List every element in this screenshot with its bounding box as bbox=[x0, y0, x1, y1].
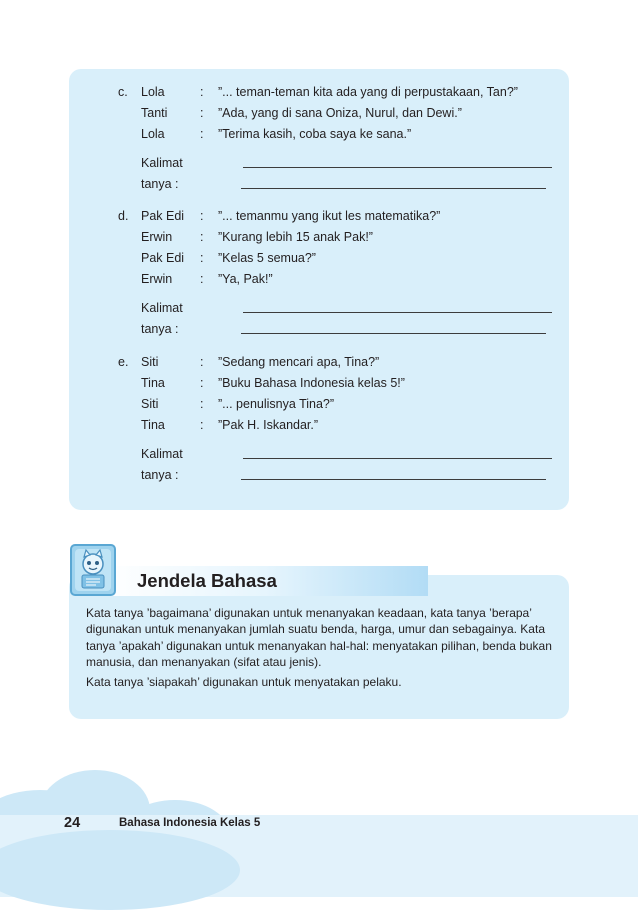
speaker: Lola bbox=[141, 85, 165, 99]
speech: ”Ada, yang di sana Oniza, Nurul, dan Dewi.” bbox=[218, 106, 462, 120]
colon: : bbox=[200, 127, 204, 141]
speech: ”Pak H. Iskandar.” bbox=[218, 418, 319, 432]
colon: : bbox=[200, 272, 204, 286]
colon: : bbox=[200, 397, 204, 411]
speaker: Tina bbox=[141, 376, 165, 390]
speech: ”Kelas 5 semua?” bbox=[218, 251, 316, 265]
speaker: Siti bbox=[141, 355, 159, 369]
kalimat-tanya-label: Kalimat tanya : bbox=[141, 447, 183, 482]
colon: : bbox=[200, 230, 204, 244]
colon: : bbox=[200, 85, 204, 99]
colon: : bbox=[200, 251, 204, 265]
page-number: 24 bbox=[64, 815, 81, 831]
speaker: Siti bbox=[141, 397, 159, 411]
speaker: Pak Edi bbox=[141, 251, 185, 265]
speech: ”Buku Bahasa Indonesia kelas 5!” bbox=[218, 376, 405, 390]
speaker: Lola bbox=[141, 127, 165, 141]
speaker: Erwin bbox=[141, 230, 173, 244]
colon: : bbox=[200, 376, 204, 390]
answer-line[interactable] bbox=[243, 312, 552, 313]
answer-line[interactable] bbox=[241, 188, 546, 189]
kalimat-tanya-label: Kalimat tanya : bbox=[141, 156, 183, 191]
speaker: Erwin bbox=[141, 272, 173, 286]
speech: ”... teman-teman kita ada yang di perpustakaan, Tan?” bbox=[218, 85, 518, 99]
colon: : bbox=[200, 355, 204, 369]
answer-line[interactable] bbox=[243, 458, 552, 459]
colon: : bbox=[200, 209, 204, 223]
speaker: Tina bbox=[141, 418, 165, 432]
answer-line[interactable] bbox=[243, 167, 552, 168]
exercise-letter: e. bbox=[118, 355, 129, 369]
speaker: Pak Edi bbox=[141, 209, 185, 223]
speech: ”Terima kasih, coba saya ke sana.” bbox=[218, 127, 412, 141]
paragraph: Kata tanya ’bagaimana’ digunakan untuk menanyakan keadaan, kata tanya ’berapa’ digunakan untuk menanyakan jumlah suatu benda, harga, umur dan sebagainya. Kata tanya ’apakah’ digunakan untuk menanyakan hal-hal: menyatakan pilihan, benda bukan manusia, dan menanyakan (sifat atau jenis). bbox=[86, 606, 552, 670]
paragraph: Kata tanya ’siapakah’ digunakan untuk menyatakan pelaku. bbox=[86, 674, 402, 689]
answer-line[interactable] bbox=[241, 333, 546, 334]
speaker: Tanti bbox=[141, 106, 168, 120]
speech: ”Kurang lebih 15 anak Pak!” bbox=[218, 230, 373, 244]
jendela-bahasa-text bbox=[86, 605, 556, 693]
exercise-letter: c. bbox=[118, 85, 128, 99]
colon: : bbox=[200, 418, 204, 432]
answer-line[interactable] bbox=[241, 479, 546, 480]
jendela-bahasa-title: Jendela Bahasa bbox=[137, 570, 277, 591]
colon: : bbox=[200, 106, 204, 120]
speech: ”... penulisnya Tina?” bbox=[218, 397, 335, 411]
kalimat-tanya-label: Kalimat tanya : bbox=[141, 301, 183, 336]
mascot-badge-icon bbox=[70, 544, 116, 596]
speech: ”... temanmu yang ikut les matematika?” bbox=[218, 209, 441, 223]
footer-cloud bbox=[0, 830, 240, 910]
book-title: Bahasa Indonesia Kelas 5 bbox=[119, 817, 261, 829]
exercise-letter: d. bbox=[118, 209, 129, 223]
speech: ”Sedang mencari apa, Tina?” bbox=[218, 355, 380, 369]
speech: ”Ya, Pak!” bbox=[218, 272, 273, 286]
